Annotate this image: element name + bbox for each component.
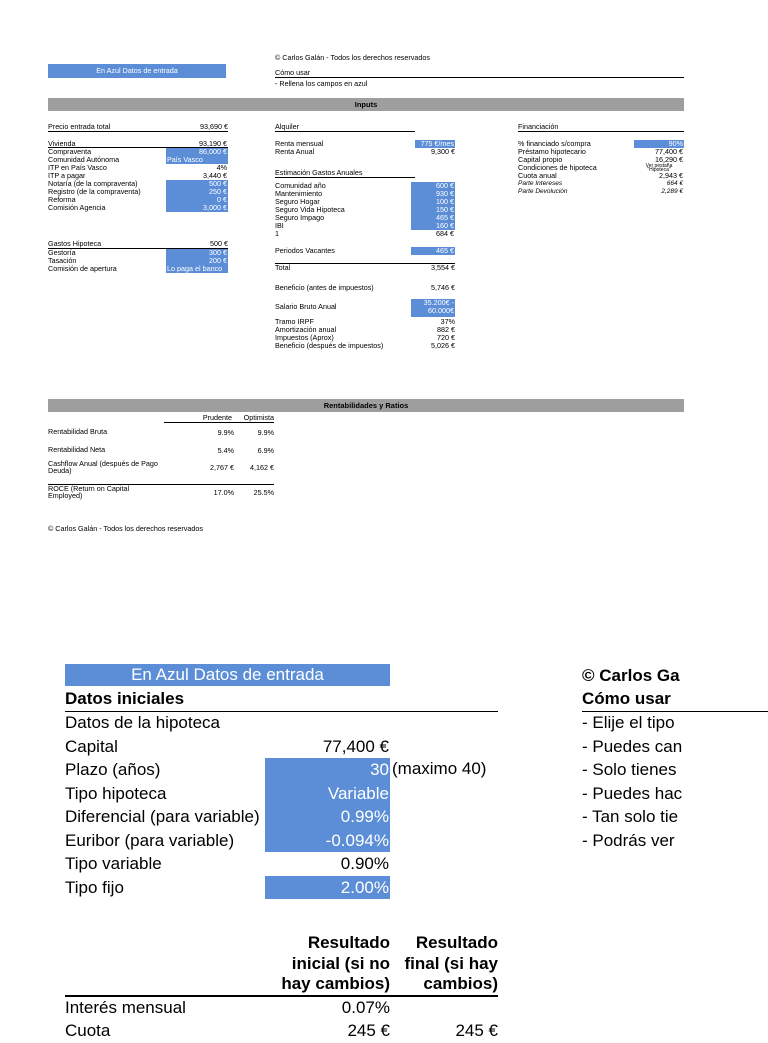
hipoteca-row-label: Tipo variable bbox=[65, 854, 162, 873]
gastos-row-input[interactable]: 200 € bbox=[166, 257, 228, 265]
ratio-optimista-value: 25.5% bbox=[253, 488, 274, 497]
gastos-row-label: Gestoría bbox=[48, 248, 76, 257]
hipoteca-row-input[interactable]: 30 bbox=[265, 758, 390, 782]
copyright-text: © Carlos Galán - Todos los derechos reservados bbox=[275, 53, 430, 62]
col1-row-input[interactable]: 250 € bbox=[166, 188, 228, 196]
financiacion-row-label: Condiciones de hipoteca bbox=[518, 163, 597, 172]
cuota-label: Cuota bbox=[65, 1021, 111, 1040]
gasto-anual-label: Periodos Vacantes bbox=[275, 246, 335, 255]
instruction-item: - Solo tienes bbox=[582, 760, 677, 779]
gasto-anual-row bbox=[275, 230, 455, 238]
financiacion-row-value: 77,400 € bbox=[655, 147, 683, 156]
como-usar-heading: Cómo usar bbox=[275, 69, 684, 78]
gasto-anual-row bbox=[275, 247, 455, 255]
gasto-anual-label: 1 bbox=[275, 229, 279, 238]
interes-mensual-label: Interés mensual bbox=[65, 998, 186, 1017]
hipoteca-row-label: Diferencial (para variable) bbox=[65, 807, 260, 826]
plazo-note: (maximo 40) bbox=[392, 759, 487, 778]
gastos-row bbox=[48, 265, 228, 273]
precio-label: Precio entrada total bbox=[48, 122, 111, 131]
financiacion-row-label: % financiado s/compra bbox=[518, 139, 591, 148]
gasto-anual-label: Mantenimiento bbox=[275, 189, 323, 198]
hipoteca-row-value: 0.90% bbox=[340, 854, 389, 873]
inputs-section-bar: Inputs bbox=[48, 98, 684, 111]
tramo-label: Tramo IRPF bbox=[275, 317, 314, 326]
salario-value-1: 35.200€ - bbox=[423, 298, 454, 307]
instruction-item: - Podrás ver bbox=[582, 830, 675, 850]
financiacion-row bbox=[518, 180, 684, 188]
result-head-final bbox=[391, 933, 498, 995]
renta-anual-label: Renta Anual bbox=[275, 147, 315, 156]
col1-row-label: Registro (de la compraventa) bbox=[48, 187, 141, 196]
ratio-row bbox=[48, 446, 274, 455]
result-head-initial-3: hay cambios) bbox=[281, 974, 390, 993]
big-copyright: © Carlos Ga bbox=[582, 666, 680, 685]
ratios-section-bar: Rentabilidades y Ratios bbox=[48, 399, 684, 412]
ratio-prudente-value: 17.0% bbox=[213, 488, 234, 497]
gasto-anual-input[interactable]: 930 € bbox=[411, 190, 455, 198]
ratio-row-label: Cashflow Anual (después de Pago Deuda) bbox=[48, 459, 158, 475]
hipoteca-row-label: Plazo (años) bbox=[65, 760, 161, 779]
hipoteca-row-input[interactable]: -0.094% bbox=[265, 829, 390, 853]
hipoteca-row bbox=[65, 829, 498, 853]
instructions-list bbox=[582, 711, 768, 856]
amortizacion-value: 882 € bbox=[437, 325, 455, 334]
gasto-anual-input[interactable]: 600 € bbox=[411, 182, 455, 190]
gasto-anual-label: Seguro Vida Hipoteca bbox=[275, 205, 345, 214]
instruction-item: - Puedes can bbox=[582, 736, 683, 756]
result-head-initial-1: Resultado bbox=[307, 933, 390, 952]
gastos-hipoteca-label: Gastos Hipoteca bbox=[48, 239, 102, 248]
ratios-head-optimista: Optimista bbox=[243, 413, 274, 422]
hipoteca-row-label: Datos de la hipoteca bbox=[65, 713, 220, 732]
hipoteca-row-input[interactable]: 2.00% bbox=[265, 876, 390, 900]
financiacion-row-value: 664 € bbox=[666, 180, 683, 187]
financiacion-row-input[interactable]: 90% bbox=[634, 140, 684, 148]
financiacion-row-label: Préstamo hipotecario bbox=[518, 147, 586, 156]
salario-value-2: 60.000€ bbox=[428, 306, 454, 315]
input-legend-banner: En Azul Datos de entrada bbox=[48, 64, 226, 78]
impuestos-label: Impuestos (Aprox) bbox=[275, 333, 334, 342]
ratios-table bbox=[48, 414, 274, 504]
salario-input[interactable] bbox=[411, 299, 455, 317]
cuota-initial-value: 245 € bbox=[347, 1021, 390, 1040]
hipoteca-row bbox=[65, 711, 498, 735]
datos-iniciales-heading: Datos iniciales bbox=[65, 687, 498, 712]
renta-mensual-label: Renta mensual bbox=[275, 139, 324, 148]
renta-mensual-input[interactable]: 775 €/mes bbox=[415, 140, 455, 148]
result-head-initial bbox=[268, 933, 390, 995]
beneficio-despues-label: Beneficio (después de impuestos) bbox=[275, 341, 384, 350]
ratio-optimista-value: 9.9% bbox=[257, 427, 274, 437]
instruction-item: - Tan solo tie bbox=[582, 807, 679, 826]
alquiler-column bbox=[275, 123, 455, 363]
ratio-row bbox=[48, 484, 274, 500]
beneficio-despues-value: 5,026 € bbox=[431, 341, 455, 350]
hipoteca-row bbox=[65, 852, 498, 876]
gastos-row-label: Comisión de apertura bbox=[48, 264, 117, 273]
beneficio-value: 5,746 € bbox=[431, 283, 455, 292]
col1-row-label: ITP a pagar bbox=[48, 171, 86, 180]
instruction-item: - Elije el tipo bbox=[582, 713, 675, 732]
tramo-value: 37% bbox=[440, 317, 455, 326]
beneficio-label: Beneficio (antes de impuestos) bbox=[275, 283, 374, 292]
result-head-final-2: final (si hay bbox=[404, 953, 498, 973]
result-head-final-1: Resultado bbox=[415, 933, 498, 952]
big-input-legend-banner: En Azul Datos de entrada bbox=[65, 664, 390, 686]
gasto-anual-row bbox=[275, 222, 455, 230]
hipoteca-row bbox=[65, 876, 498, 900]
col1-row-label: Compraventa bbox=[48, 147, 92, 156]
gasto-anual-label: Seguro Hogar bbox=[275, 197, 320, 206]
hipoteca-row bbox=[65, 805, 498, 829]
financiacion-row-value: 2,943 € bbox=[659, 171, 683, 180]
hipoteca-row-label: Tipo fijo bbox=[65, 877, 124, 897]
ratio-row bbox=[48, 460, 274, 476]
col1-row-label: ITP en País Vasco bbox=[48, 163, 107, 172]
bottom-copyright: © Carlos Galán - Todos los derechos reservados bbox=[48, 524, 203, 533]
financiacion-column bbox=[518, 123, 684, 193]
hipoteca-row-input[interactable]: 0.99% bbox=[265, 805, 390, 829]
col1-row-label: Comunidad Autónoma bbox=[48, 155, 120, 164]
financiacion-row-label: Cuota anual bbox=[518, 171, 557, 180]
precio-value: 93,690 € bbox=[200, 122, 228, 131]
gasto-anual-input[interactable]: 150 € bbox=[411, 206, 455, 214]
hipoteca-row-label: Capital bbox=[65, 736, 118, 756]
col1-row bbox=[48, 204, 228, 212]
financiacion-row-value: 2,289 € bbox=[661, 188, 683, 195]
hipoteca-row-label: Euribor (para variable) bbox=[65, 830, 235, 850]
col1-row-input[interactable]: 86,000 € bbox=[166, 148, 228, 156]
instruction-item: - Puedes hac bbox=[582, 783, 683, 803]
hipoteca-row-label: Tipo hipoteca bbox=[65, 783, 167, 803]
gasto-anual-label: IBI bbox=[275, 221, 284, 230]
ratio-row-label: ROCE (Return on Capital Employed) bbox=[48, 484, 130, 500]
ratio-prudente-value: 9.9% bbox=[217, 427, 234, 437]
gastos-row-input[interactable]: Lo paga el banco bbox=[166, 265, 228, 273]
ratios-head-prudente: Prudente bbox=[202, 413, 232, 422]
financiacion-row-label: Parte Devolución bbox=[518, 188, 568, 195]
impuestos-value: 720 € bbox=[437, 333, 455, 342]
gasto-anual-value: 684 € bbox=[436, 229, 454, 238]
hipoteca-row-input[interactable]: Variable bbox=[265, 782, 390, 806]
datos-iniciales-rows bbox=[65, 711, 498, 901]
financiacion-heading: Financiación bbox=[518, 122, 559, 131]
result-head-final-3: cambios) bbox=[423, 974, 498, 993]
estimacion-heading: Estimación Gastos Anuales bbox=[275, 168, 363, 177]
col1-row-label: Comisión Agencia bbox=[48, 203, 106, 212]
hipoteca-row bbox=[65, 735, 498, 759]
total-value: 3,554 € bbox=[431, 263, 455, 272]
result-head-initial-2: inicial (si no bbox=[291, 953, 390, 973]
ratio-prudente-value: 5.4% bbox=[217, 445, 234, 455]
ratio-prudente-value: 2,767 € bbox=[210, 463, 234, 472]
rellena-instruction: - Rellena los campos en azul bbox=[275, 79, 368, 88]
financiacion-row-value: 16,290 € bbox=[655, 155, 683, 164]
hipoteca-row bbox=[65, 782, 498, 806]
col1-row-input[interactable]: 500 € bbox=[166, 180, 228, 188]
gastos-row-label: Tasación bbox=[48, 256, 77, 265]
col1-row-value: 93,190 € bbox=[199, 139, 227, 148]
col1-row-input[interactable]: 3,000 € bbox=[166, 204, 228, 212]
col1-row-label: Vivienda bbox=[48, 139, 76, 148]
gastos-row-input[interactable]: 300 € bbox=[166, 249, 228, 257]
cuota-final-value: 245 € bbox=[455, 1021, 498, 1040]
col1-row-label: Reforma bbox=[48, 195, 76, 204]
financiacion-row-label: Capital propio bbox=[518, 155, 563, 164]
gasto-anual-input[interactable]: 100 € bbox=[411, 198, 455, 206]
gastos-hipoteca-value: 500 € bbox=[210, 239, 228, 248]
financiacion-row-label: Parte Intereses bbox=[518, 180, 563, 187]
gasto-anual-input[interactable]: 465 € bbox=[411, 214, 455, 222]
col1-row-input[interactable]: 0 € bbox=[166, 196, 228, 204]
ratio-row bbox=[48, 428, 274, 437]
gasto-anual-input[interactable]: 160 € bbox=[411, 222, 455, 230]
renta-anual-value: 9,300 € bbox=[431, 147, 455, 156]
col1-row-value: 3,440 € bbox=[203, 171, 227, 180]
financiacion-row-value: Ver pestaña "Hipoteca" bbox=[645, 163, 673, 173]
total-label: Total bbox=[275, 263, 291, 272]
big-como-usar: Cómo usar bbox=[582, 687, 768, 712]
gasto-anual-row bbox=[275, 214, 455, 222]
ratio-row-label: Rentabilidad Bruta bbox=[48, 427, 108, 436]
gasto-anual-label: Comunidad año bbox=[275, 181, 326, 190]
gasto-anual-label: Seguro Impago bbox=[275, 213, 325, 222]
amortizacion-label: Amortización anual bbox=[275, 325, 337, 334]
financiacion-row bbox=[518, 188, 684, 196]
col1-row-label: Notaría (de la compraventa) bbox=[48, 179, 138, 188]
ratio-row-label: Rentabilidad Neta bbox=[48, 445, 106, 454]
col1-row-value: 4% bbox=[216, 163, 227, 172]
interes-mensual-value: 0.07% bbox=[341, 998, 390, 1017]
financiacion-row bbox=[518, 172, 684, 180]
col1-row-input[interactable]: País Vasco bbox=[166, 156, 228, 164]
hipoteca-row-value: 77,400 € bbox=[322, 736, 389, 756]
precio-column bbox=[48, 123, 228, 283]
salario-label: Salario Bruto Anual bbox=[275, 302, 337, 311]
ratio-optimista-value: 6.9% bbox=[257, 445, 274, 455]
alquiler-heading: Alquiler bbox=[275, 122, 299, 131]
ratio-optimista-value: 4,162 € bbox=[250, 463, 274, 472]
gasto-anual-input[interactable]: 465 € bbox=[411, 247, 455, 255]
